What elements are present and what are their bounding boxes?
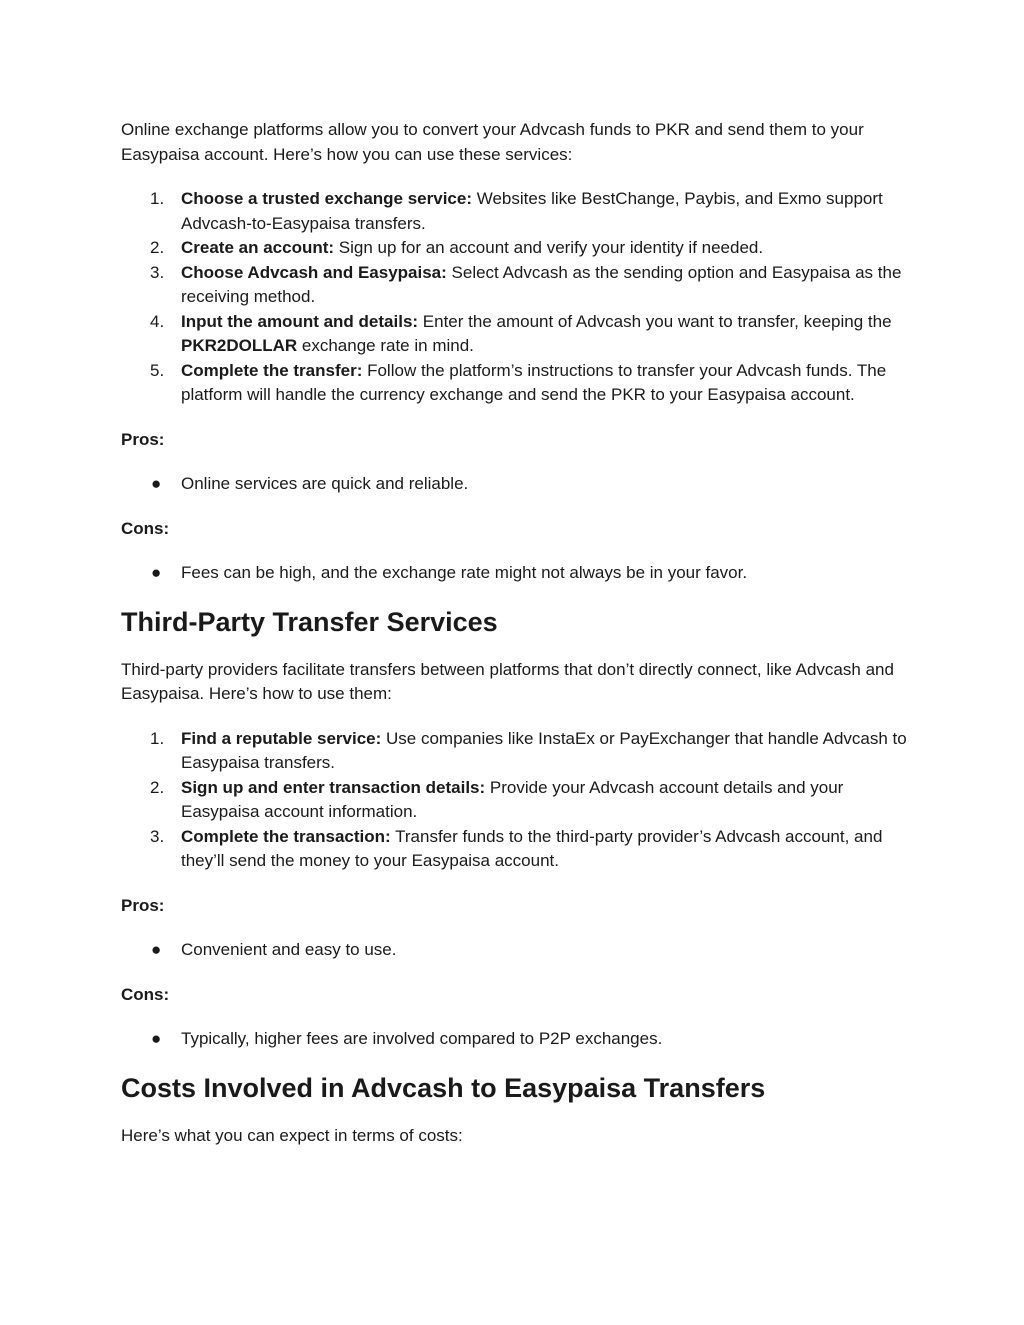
pros-label: Pros: (121, 895, 165, 915)
list-item (121, 310, 911, 359)
list-item (121, 561, 911, 586)
section1-intro: Online exchange platforms allow you to convert your Advcash funds to PKR and send them to your Easypaisa account. Here’s how you can use these services: (121, 120, 864, 164)
list-number: 3. (150, 262, 165, 282)
list-item (121, 261, 911, 310)
list-number: 1. (150, 189, 165, 208)
step-title: Choose Advcash and Easypaisa: (181, 262, 447, 282)
list-item (121, 727, 911, 776)
bullet: ● (151, 563, 162, 582)
step-text-continued: exchange rate in mind. (297, 336, 474, 355)
list-number: 4. (150, 311, 165, 331)
step-text: Sign up for an account and verify your identity if needed. (334, 238, 764, 257)
pro-text: Convenient and easy to use. (181, 940, 397, 959)
step-title: Input the amount and details: (181, 311, 419, 331)
con-text: Typically, higher fees are involved compared to P2P exchanges. (181, 1029, 663, 1048)
step-title: Find a reputable service: (181, 728, 382, 748)
step-text: Websites like BestChange, Paybis, and Exmo support Advcash-to-Easypaisa transfers. (181, 189, 883, 233)
list-number: 2. (150, 238, 165, 257)
pros-list (121, 938, 911, 963)
bullet: ● (151, 1029, 162, 1048)
step-title: Choose a trusted exchange service: (181, 189, 473, 208)
document-page (121, 118, 911, 1148)
section2-heading: Third-Party Transfer Services (121, 606, 498, 637)
step-title: Complete the transaction: (181, 826, 391, 846)
list-number: 1. (150, 728, 165, 748)
step-text: Follow the platform’s instructions to transfer your Advcash funds. The platform will handle the currency exchange and send the PKR to your Easypaisa account. (181, 360, 887, 404)
step-title: Sign up and enter transaction details: (181, 777, 486, 797)
list-item (121, 187, 911, 236)
section2-steps (121, 727, 911, 874)
cons-list (121, 1027, 911, 1052)
pro-text: Online services are quick and reliable. (181, 474, 469, 493)
pros-label: Pros: (121, 429, 165, 449)
list-item (121, 938, 911, 963)
step-keyword: PKR2DOLLAR (181, 336, 298, 355)
list-item (121, 825, 911, 874)
cons-list (121, 561, 911, 586)
list-number: 3. (150, 826, 165, 846)
list-number: 5. (150, 360, 165, 380)
section1-steps (121, 187, 911, 408)
list-item (121, 236, 911, 261)
step-title: Create an account: (181, 238, 335, 257)
step-text: Select Advcash as the sending option and Easypaisa as the receiving method. (181, 262, 902, 306)
bullet: ● (151, 474, 162, 493)
step-text: Provide your Advcash account details and your Easypaisa account information. (181, 777, 844, 821)
step-text: Enter the amount of Advcash you want to transfer, keeping the (418, 311, 892, 331)
list-item (121, 359, 911, 408)
cons-label: Cons: (121, 984, 170, 1004)
list-number: 2. (150, 777, 165, 797)
list-item (121, 776, 911, 825)
step-text: Transfer funds to the third-party provider’s Advcash account, and they’ll send the money to your Easypaisa account. (181, 826, 883, 870)
step-text: Use companies like InstaEx or PayExchanger that handle Advcash to Easypaisa transfers. (181, 728, 907, 772)
section2-intro: Third-party providers facilitate transfers between platforms that don’t directly connect, like Advcash and Easypaisa. Here’s how to use them: (121, 659, 894, 703)
section3-heading: Costs Involved in Advcash to Easypaisa Transfers (121, 1072, 766, 1103)
list-item (121, 472, 911, 497)
list-item (121, 1027, 911, 1052)
section3-intro: Here’s what you can expect in terms of costs: (121, 1125, 463, 1145)
step-title: Complete the transfer: (181, 360, 363, 380)
cons-label: Cons: (121, 518, 170, 538)
pros-list (121, 472, 911, 497)
con-text: Fees can be high, and the exchange rate might not always be in your favor. (181, 563, 748, 582)
bullet: ● (151, 940, 162, 959)
